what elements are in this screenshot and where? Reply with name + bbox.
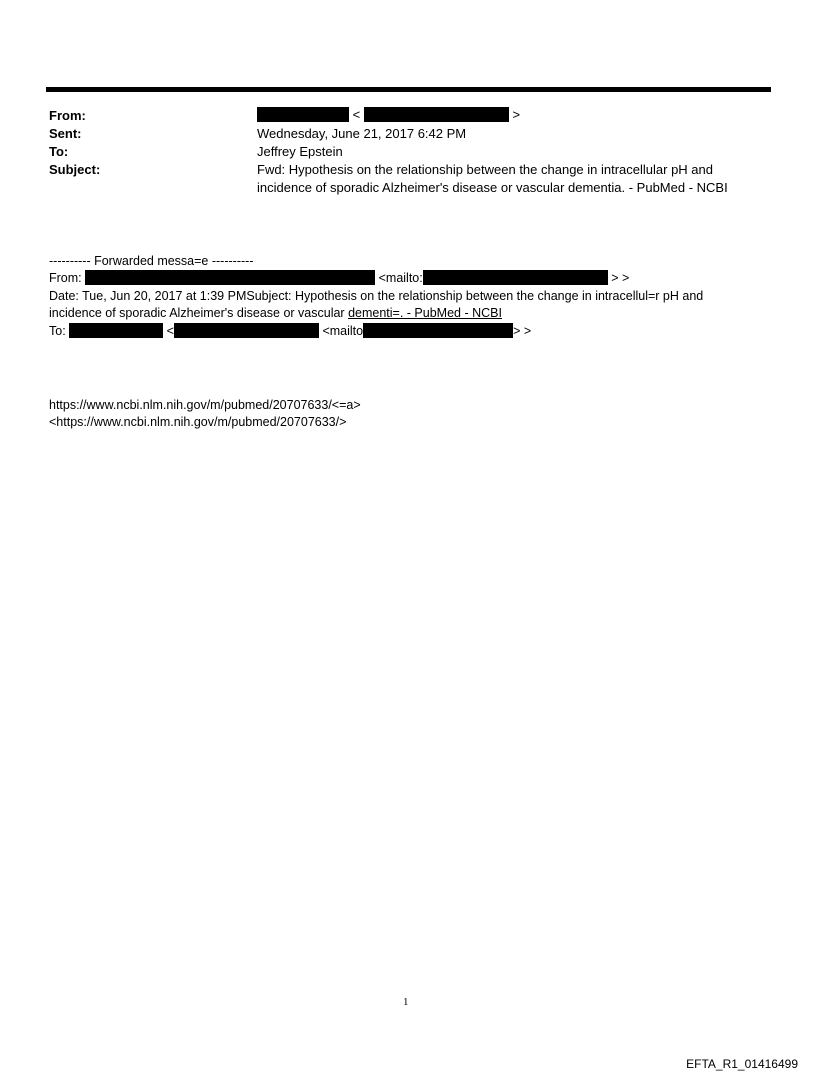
pubmed-link-2[interactable]: <https://www.ncbi.nlm.nih.gov/m/pubmed/20707633/> [49, 415, 347, 429]
from-lt: < [352, 107, 361, 122]
to-label: To: [49, 144, 69, 159]
forwarded-banner: ---------- Forwarded messa=e ---------- [49, 254, 254, 268]
sent-value: Wednesday, June 21, 2017 6:42 PM [257, 126, 467, 141]
from-value [257, 106, 757, 124]
forwarded-date-line-2-underlined: dementi=. - PubMed - NCBI [348, 306, 502, 320]
sent-label: Sent: [49, 126, 82, 141]
redaction-block [69, 323, 163, 338]
redaction-block [363, 323, 513, 338]
subject-value [257, 161, 757, 197]
forwarded-to-label: To: [49, 324, 66, 338]
forwarded-date-line-2-start: incidence of sporadic Alzheimer's disease or vascular [49, 306, 349, 320]
page-number: 1 [403, 996, 409, 1008]
subject-label: Subject: [49, 162, 101, 177]
forwarded-to-line [49, 323, 531, 340]
redaction-block [423, 270, 608, 285]
subject-line-1: Fwd: Hypothesis on the relationship between the change in intracellular pH and [257, 162, 713, 177]
forwarded-from-label: From: [49, 271, 82, 285]
forwarded-from-mailto: <mailto: [378, 271, 423, 285]
from-gt: > [512, 107, 521, 122]
header-divider [46, 87, 771, 92]
forwarded-from-line [49, 270, 629, 287]
document-id: EFTA_R1_01416499 [686, 1057, 798, 1071]
redaction-block [364, 107, 509, 122]
forwarded-from-end: > > [611, 271, 630, 285]
forwarded-date-line-2 [49, 305, 502, 322]
redaction-block [257, 107, 349, 122]
forwarded-to-mailto: <mailto [322, 324, 364, 338]
forwarded-to-lt: < [166, 324, 174, 338]
subject-line-2: incidence of sporadic Alzheimer's disease or vascular dementia. - PubMed - NCBI [257, 180, 728, 195]
redaction-block [85, 270, 375, 285]
from-label: From: [49, 108, 86, 123]
forwarded-date-line-1: Date: Tue, Jun 20, 2017 at 1:39 PMSubject: Hypothesis on the relationship between the change in intracellul=r pH and [49, 289, 704, 303]
redaction-block [174, 323, 319, 338]
pubmed-link-1[interactable]: https://www.ncbi.nlm.nih.gov/m/pubmed/20707633/<=a> [49, 398, 361, 412]
to-value: Jeffrey Epstein [257, 144, 343, 159]
forwarded-to-end: > > [513, 324, 532, 338]
